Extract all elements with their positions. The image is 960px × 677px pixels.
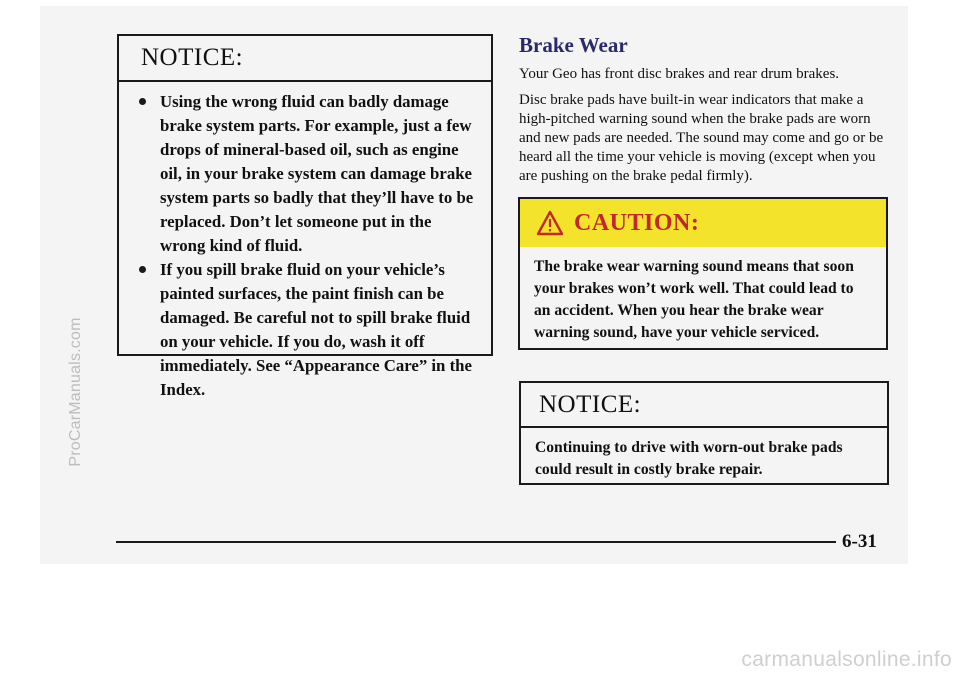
caution-text: The brake wear warning sound means that soon your brakes won’t work well. That could lead to an accident. When you hear the brake wear warning sound, have your vehicle serviced. xyxy=(534,258,854,341)
body-paragraph: Your Geo has front disc brakes and rear drum brakes. xyxy=(519,66,840,82)
notice-title: NOTICE: xyxy=(521,383,887,428)
warning-triangle-icon xyxy=(536,210,564,236)
notice-title: NOTICE: xyxy=(119,36,491,82)
notice-bullet-item xyxy=(119,90,491,258)
notice-box-brake-pads xyxy=(519,381,889,485)
bullet-icon xyxy=(139,266,146,273)
caution-title: CAUTION: xyxy=(574,209,700,236)
caution-header xyxy=(520,199,886,247)
notice-text: Continuing to drive with worn-out brake pads could result in costly brake repair. xyxy=(535,439,843,478)
bottom-watermark: carmanualsonline.info xyxy=(741,648,952,671)
footer-rule xyxy=(116,541,836,543)
notice-box-fluid xyxy=(117,34,493,399)
section-heading: Brake Wear xyxy=(519,33,628,57)
notice-bullet-item xyxy=(119,258,491,402)
side-watermark: ProCarManuals.com xyxy=(67,317,84,467)
notice-bullet-text: Using the wrong fluid can badly damage brake system parts. For example, just a few drops of mineral-based oil, such as engine oil, in your brake system can damage brake system parts so badly that they’ll have to be replaced. Don’t let someone put in the wrong kind of fluid. xyxy=(160,92,474,255)
bullet-icon xyxy=(139,98,146,105)
page-number: 6-31 xyxy=(842,531,877,552)
caution-box xyxy=(518,197,888,350)
notice-bullet-text: If you spill brake fluid on your vehicle’s painted surfaces, the paint finish can be damaged. Be careful not to spill brake fluid on your vehicle. If you do, wash it off immediately. See “Appearance Care” in the Index. xyxy=(160,260,472,399)
notice-bullet-list xyxy=(119,90,491,402)
body-paragraph: Disc brake pads have built-in wear indicators that make a high-pitched warning sound when the brake pads are worn and new pads are needed. The sound may come and go or be heard all the time your vehicle is moving (except when you are pushing on the brake pedal firmly). xyxy=(519,92,884,184)
